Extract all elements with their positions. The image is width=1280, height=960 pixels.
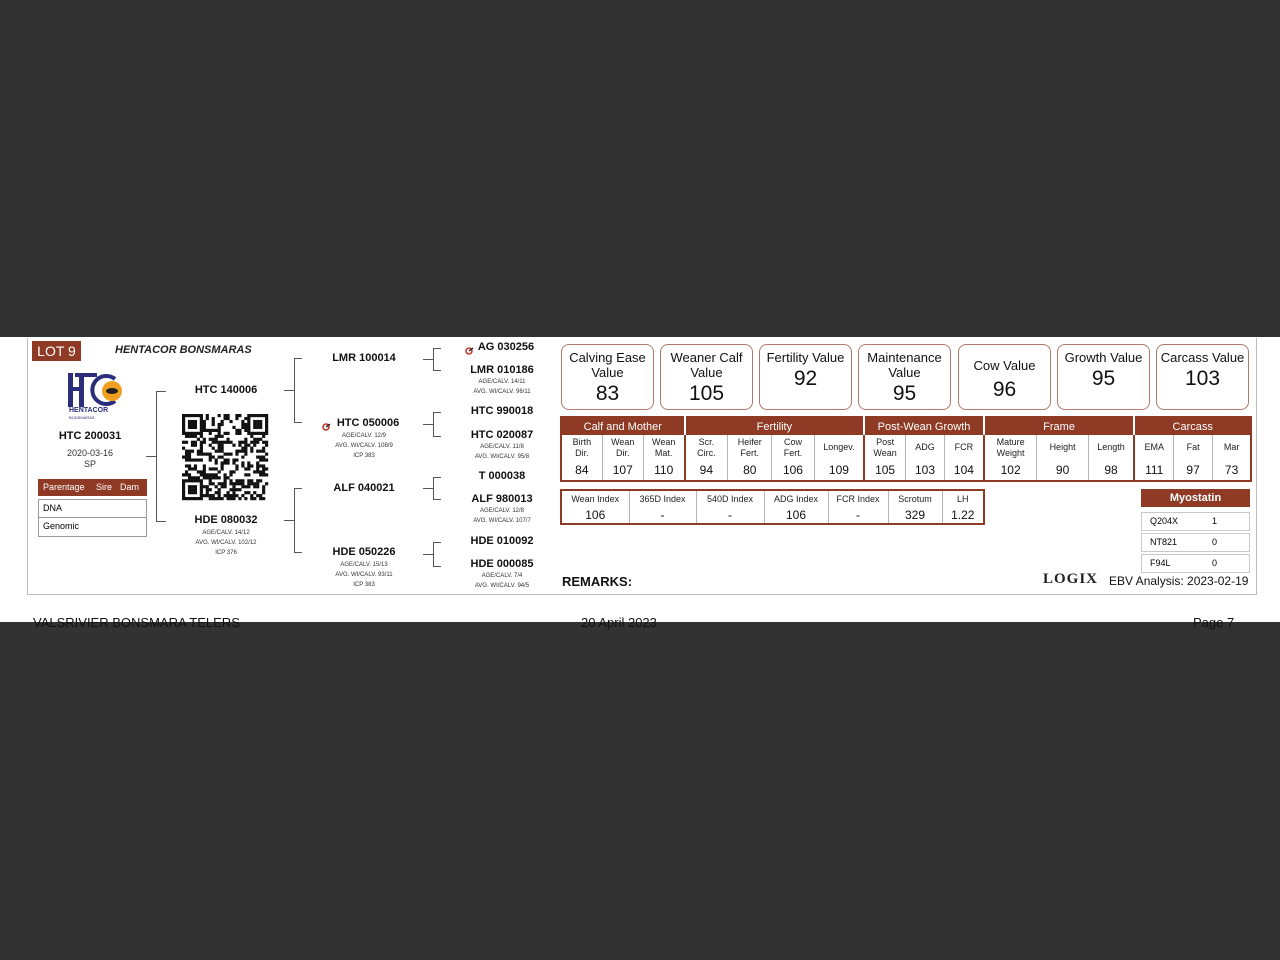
ebv-table: [560, 416, 1252, 482]
breeder-logo: [65, 371, 125, 421]
trait-label: Post Wean: [864, 435, 905, 460]
value-card-growth: [1057, 344, 1150, 410]
ddd-line1: AGE/CALV. 7/4: [481, 573, 523, 579]
value-card-calving-ease: [561, 344, 654, 410]
trait-label: FCR: [945, 435, 984, 460]
trait-value: 103: [905, 460, 944, 481]
value-label: Carcass Value: [1160, 350, 1245, 365]
qr-code[interactable]: [182, 414, 268, 500]
index-label: LH: [942, 490, 984, 506]
value-number: 95: [892, 382, 917, 405]
group-fertility: Fertility: [685, 417, 865, 435]
trait-value: 94: [685, 460, 728, 481]
myostatin-value: 1: [1212, 516, 1218, 526]
myostatin-row: [1141, 533, 1250, 552]
index-value: -: [828, 506, 888, 524]
ddd-line2: AVG. WI/CALV. 94/5: [474, 583, 530, 589]
value-number: 95: [1091, 367, 1116, 390]
dam-line3: ICP 376: [215, 550, 237, 556]
sd-id: HTC 050006: [336, 417, 400, 429]
sd-line2: AVG. WI/CALV. 108/9: [335, 443, 393, 449]
myostatin-gene: Q204X: [1150, 516, 1179, 526]
parentage-table: [38, 499, 147, 537]
trait-value: 111: [1134, 460, 1173, 481]
trait-label: Cow Fert.: [772, 435, 814, 460]
sd-line3: ICP 383: [353, 453, 375, 459]
parentage-header: [38, 479, 147, 496]
trait-value: 109: [814, 460, 864, 481]
value-label: Cow Value: [973, 358, 1036, 373]
trait-value: 90: [1037, 460, 1088, 481]
index-label: FCR Index: [828, 490, 888, 506]
index-value: -: [696, 506, 764, 524]
value-number: 92: [793, 367, 818, 390]
trait-value: 98: [1088, 460, 1134, 481]
ssd-id: LMR 010186: [470, 364, 534, 376]
footer-breeder: VALSRIVIER BONSMARA TELERS: [33, 615, 240, 630]
animal-type: SP: [83, 459, 96, 469]
trait-label: Wean Mat.: [643, 435, 684, 460]
trait-label: Scr. Circ.: [685, 435, 728, 460]
value-card-weaner-calf: [660, 344, 753, 410]
myostatin-value: 0: [1212, 537, 1218, 547]
dsd-line2: AVG. WI/CALV. 107/7: [473, 518, 531, 524]
qr-code-icon: [182, 414, 268, 500]
sdd-line2: AVG. WI/CALV. 95/8: [474, 454, 530, 460]
parentage-label: Parentage: [43, 482, 85, 492]
breeder-name: HENTACOR BONSMARAS: [115, 344, 252, 356]
index-label: Scrotum: [888, 490, 942, 506]
dd-line2: AVG. WI/CALV. 93/11: [335, 572, 393, 578]
myostatin-gene: F94L: [1150, 558, 1171, 568]
value-label: Maintenance Value: [867, 350, 942, 380]
index-value: 106: [764, 506, 828, 524]
lot-card: [27, 338, 1257, 595]
index-label: 540D Index: [696, 490, 764, 506]
ss-id: LMR 100014: [332, 352, 396, 364]
index-table: [560, 489, 985, 525]
dsd-line1: AGE/CALV. 12/8: [479, 508, 525, 514]
sd-line1: AGE/CALV. 12/9: [341, 433, 387, 439]
myostatin-row: [1141, 554, 1250, 573]
trait-label: Mature Weight: [984, 435, 1037, 460]
trait-label: Fat: [1174, 435, 1213, 460]
ssd-line1: AGE/CALV. 14/11: [478, 379, 526, 385]
trait-value: 110: [643, 460, 684, 481]
trait-label: Mar: [1213, 435, 1251, 460]
index-value: 1.22: [942, 506, 984, 524]
sds-id: HTC 990018: [470, 405, 534, 417]
value-label: Calving Ease Value: [569, 350, 646, 380]
value-label: Weaner Calf Value: [670, 350, 743, 380]
parentage-row-dna: DNA: [39, 500, 146, 518]
trait-value: 105: [864, 460, 905, 481]
trait-value: 102: [984, 460, 1037, 481]
dsd-id: ALF 980013: [471, 493, 533, 505]
trait-label: Birth Dir.: [572, 436, 592, 458]
dam-id: HDE 080032: [194, 514, 258, 526]
index-value: 329: [888, 506, 942, 524]
myostatin-gene: NT821: [1150, 537, 1178, 547]
dd-line1: AGE/CALV. 15/13: [340, 562, 388, 568]
ddd-id: HDE 000085: [470, 558, 534, 570]
trait-label: EMA: [1134, 435, 1173, 460]
value-label: Fertility Value: [766, 350, 845, 365]
dd-id: HDE 050226: [332, 546, 396, 558]
logix-logo: LOGIX: [1043, 571, 1099, 587]
dds-id: HDE 010092: [470, 535, 534, 547]
myostatin-title: Myostatin: [1141, 489, 1250, 507]
parentage-row-genomic: Genomic: [43, 521, 80, 531]
value-number: 83: [595, 382, 620, 405]
animal-id: HTC 200031: [58, 430, 122, 442]
catalog-page: [0, 337, 1280, 630]
trait-value: 107: [602, 460, 643, 481]
value-number: 105: [688, 382, 725, 405]
group-post-wean-growth: Post-Wean Growth: [864, 417, 983, 435]
ebv-analysis-date: EBV Analysis: 2023-02-19: [1109, 574, 1249, 588]
trait-value: 73: [1213, 460, 1251, 481]
sdd-line1: AGE/CALV. 11/8: [480, 444, 524, 450]
animal-dob: 2020-03-16: [66, 448, 114, 458]
trait-label: Longev.: [814, 435, 864, 460]
index-label: ADG Index: [764, 490, 828, 506]
ds-id: ALF 040021: [333, 482, 395, 494]
dam-line1: AGE/CALV. 14/12: [202, 530, 250, 536]
trait-value: 106: [772, 460, 814, 481]
sire-col-label: Sire: [96, 482, 113, 492]
footer-page: Page 7: [1193, 615, 1235, 630]
trait-label: Length: [1088, 435, 1134, 460]
trait-value: 84: [575, 462, 589, 477]
dd-line3: ICP 383: [353, 582, 375, 588]
value-card-carcass: [1156, 344, 1249, 410]
trait-value: 97: [1174, 460, 1213, 481]
index-label: Wean Index: [571, 493, 620, 504]
sire-id: HTC 140006: [194, 384, 258, 396]
value-card-cow: [958, 344, 1051, 410]
dam-line2: AVG. WI/CALV. 102/12: [195, 540, 257, 546]
sss-id: AG 030256: [477, 341, 535, 353]
logo-subtext: BONSMARAS: [69, 415, 95, 420]
sdd-id: HTC 020087: [470, 429, 534, 441]
value-label: Growth Value: [1064, 350, 1143, 365]
trait-label: Heifer Fert.: [728, 435, 772, 460]
dss-id: T 000038: [478, 470, 526, 482]
value-number: 103: [1184, 367, 1221, 390]
group-carcass: Carcass: [1134, 417, 1251, 435]
value-number: 96: [992, 378, 1017, 401]
myostatin-panel: [1141, 489, 1250, 573]
group-calf-mother: Calf and Mother: [561, 417, 685, 435]
trait-label: ADG: [905, 435, 944, 460]
index-value: -: [629, 506, 696, 524]
ssd-line2: AVG. WI/CALV. 96/11: [473, 389, 531, 395]
trait-label: Wean Dir.: [602, 435, 643, 460]
value-card-maintenance: [858, 344, 951, 410]
myostatin-value: 0: [1212, 558, 1218, 568]
logo-text: HENTACOR: [69, 407, 109, 414]
myostatin-row: [1141, 512, 1250, 531]
group-frame: Frame: [984, 417, 1135, 435]
footer-date: 20 April 2023: [581, 615, 657, 630]
lot-badge: LOT 9: [32, 341, 81, 361]
remarks-label: REMARKS:: [562, 574, 633, 589]
trait-label: Height: [1037, 435, 1088, 460]
value-card-fertility: [759, 344, 852, 410]
dam-col-label: Dam: [120, 482, 140, 492]
index-value: 106: [585, 507, 606, 522]
trait-value: 80: [728, 460, 772, 481]
trait-value: 104: [945, 460, 984, 481]
index-label: 365D Index: [629, 490, 696, 506]
